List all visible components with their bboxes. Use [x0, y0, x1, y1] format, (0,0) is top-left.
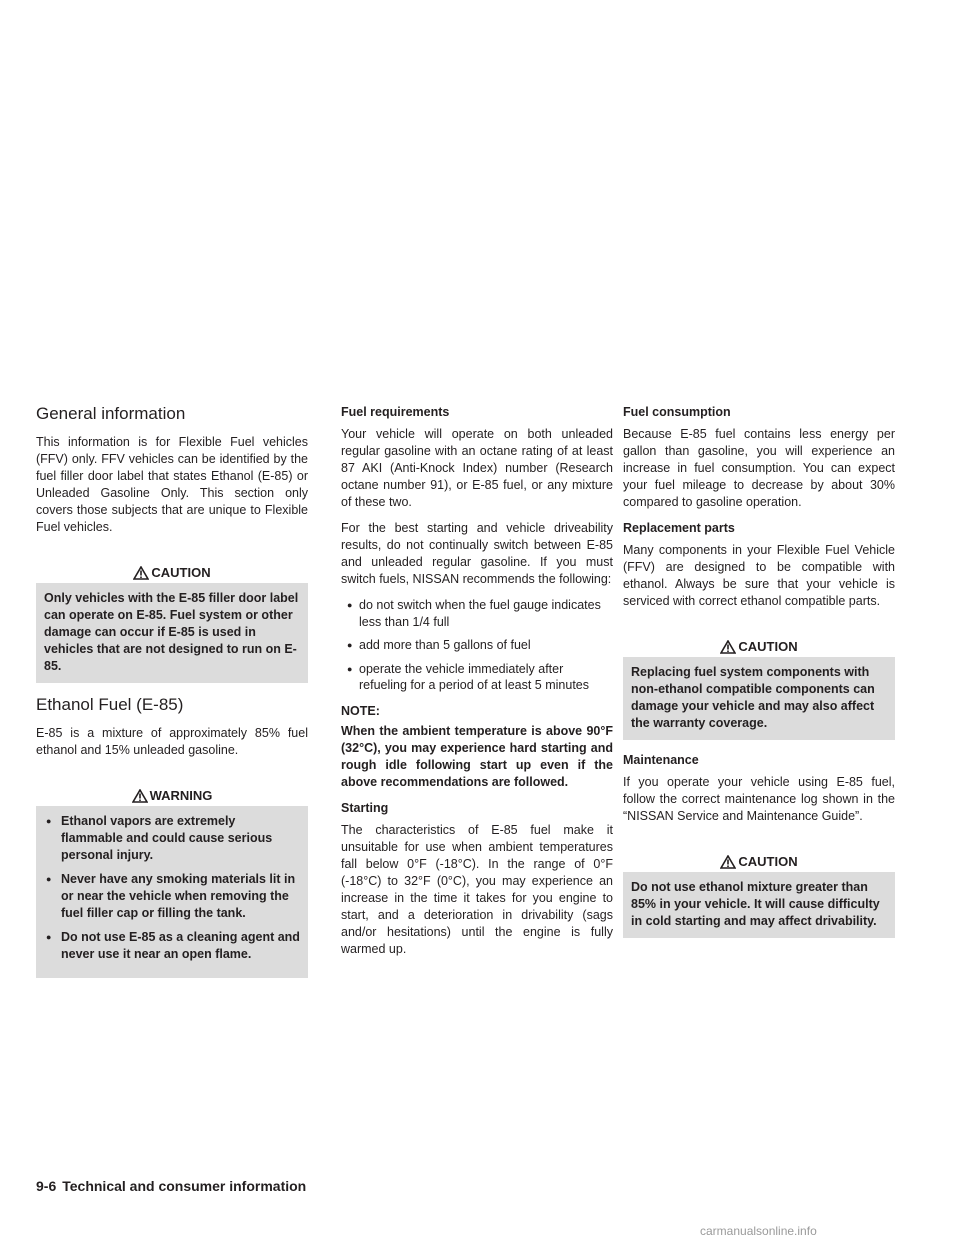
- list-item: ● add more than 5 gallons of fuel: [341, 637, 613, 654]
- warning-title: WARNING: [149, 788, 213, 803]
- caution-text: Only vehicles with the E-85 filler door label can operate on E-85. Fuel system or other damage can occur if E-85 is used in vehicles that are not designed to run on E-85.: [44, 591, 299, 673]
- warning-list: [44, 813, 300, 963]
- maintenance-text: If you operate your vehicle using E-85 fuel, follow the correct maintenance log shown in the “NISSAN Service and Maintenance Guide”.: [623, 775, 895, 823]
- caution-title: CAUTION: [151, 565, 211, 580]
- list-item: ● operate the vehicle immediately after refueling for a period of at least 5 minutes: [341, 661, 613, 694]
- fuel-requirements-text: Your vehicle will operate on both unleaded regular gasoline with an octane rating of at least 87 AKI (Anti-Knock Index) number (Research octane number 91), or E-85 fuel, or any mixture of these two.: [341, 427, 613, 509]
- column-left: [36, 404, 308, 990]
- list-item: ● do not switch when the fuel gauge indicates less than 1/4 full: [341, 597, 613, 630]
- general-information-text: This information is for Flexible Fuel vehicles (FFV) only. FFV vehicles can be identified by the fuel filler door label that states Ethanol (E-85) or Unleaded Gasoline Only. This section only covers those subjects that are unique to Flexible Fuel vehicles.: [36, 435, 308, 534]
- warning-triangle-icon: [720, 640, 736, 654]
- note-text: When the ambient temperature is above 90°F (32°C), you may experience hard starting and rough idle following start up even if the above recommendations are followed.: [341, 723, 613, 789]
- recommendation-list: [341, 597, 613, 694]
- heading-fuel-consumption: Fuel consumption: [623, 405, 731, 419]
- warning-box-ethanol: [36, 773, 308, 978]
- column-right: [623, 404, 895, 950]
- heading-replacement-parts: Replacement parts: [623, 521, 735, 535]
- best-starting-text: For the best starting and vehicle driveability results, do not continually switch between E-85 and unleaded regular gasoline. If you must switch fuels, NISSAN recommends the following:: [341, 521, 613, 586]
- list-item: ● Ethanol vapors are extremely flammable and could cause serious personal injury.: [44, 813, 300, 864]
- heading-starting: Starting: [341, 800, 389, 815]
- list-item: ● Never have any smoking materials lit in or near the vehicle when removing the fuel filler cap or filling the tank.: [44, 871, 300, 922]
- list-item: ● Do not use E-85 as a cleaning agent and never use it near an open flame.: [44, 929, 300, 963]
- caution-title: CAUTION: [738, 639, 798, 654]
- ethanol-fuel-text: E-85 is a mixture of approximately 85% fuel ethanol and 15% unleaded gasoline.: [36, 726, 308, 757]
- section-title: Technical and consumer information: [62, 1178, 307, 1194]
- note-label: NOTE:: [341, 703, 380, 718]
- caution-text: Do not use ethanol mixture greater than 85% in your vehicle. It will cause difficulty in cold starting and may affect drivability.: [631, 880, 880, 928]
- page-number: 9-6: [36, 1178, 57, 1194]
- caution-box-e85-label: [36, 550, 308, 683]
- caution-box-replacement: [623, 624, 895, 740]
- caution-box-ethanol-mixture: [623, 839, 895, 938]
- page-footer: [36, 1178, 306, 1194]
- replacement-parts-text: Many components in your Flexible Fuel Vehicle (FFV) are designed to be compatible with ethanol. Always be sure that your vehicle is serviced with correct ethanol compatible parts.: [623, 543, 895, 608]
- heading-ethanol-fuel: Ethanol Fuel (E-85): [36, 695, 184, 714]
- warning-triangle-icon: [132, 789, 148, 803]
- heading-maintenance: Maintenance: [623, 753, 699, 767]
- heading-fuel-requirements: Fuel requirements: [341, 405, 450, 419]
- column-middle: [341, 404, 613, 967]
- heading-general-information: General information: [36, 404, 186, 423]
- fuel-consumption-text: Because E-85 fuel contains less energy per gallon than gasoline, you will experience an increase in fuel consumption. You can expect your fuel mileage to decrease by about 30% compared to gasoline operation.: [623, 427, 895, 509]
- warning-triangle-icon: [133, 566, 149, 580]
- starting-text: The characteristics of E-85 fuel make it unsuitable for use when ambient temperatures fall below 0°F (-18°C). In the range of 0°F (-18°C) to 32°F (0°C), you may experience an increase in the time it takes for you engine to start, and a deterioration in drivability (sags and/or hesitations) until the engine is fully warmed up.: [341, 822, 613, 956]
- caution-title: CAUTION: [738, 854, 798, 869]
- watermark-text: carmanualsonline.info: [700, 1224, 817, 1238]
- caution-text: Replacing fuel system components with non-ethanol compatible components can damage your vehicle and may also affect the warranty coverage.: [631, 665, 875, 730]
- warning-triangle-icon: [720, 855, 736, 869]
